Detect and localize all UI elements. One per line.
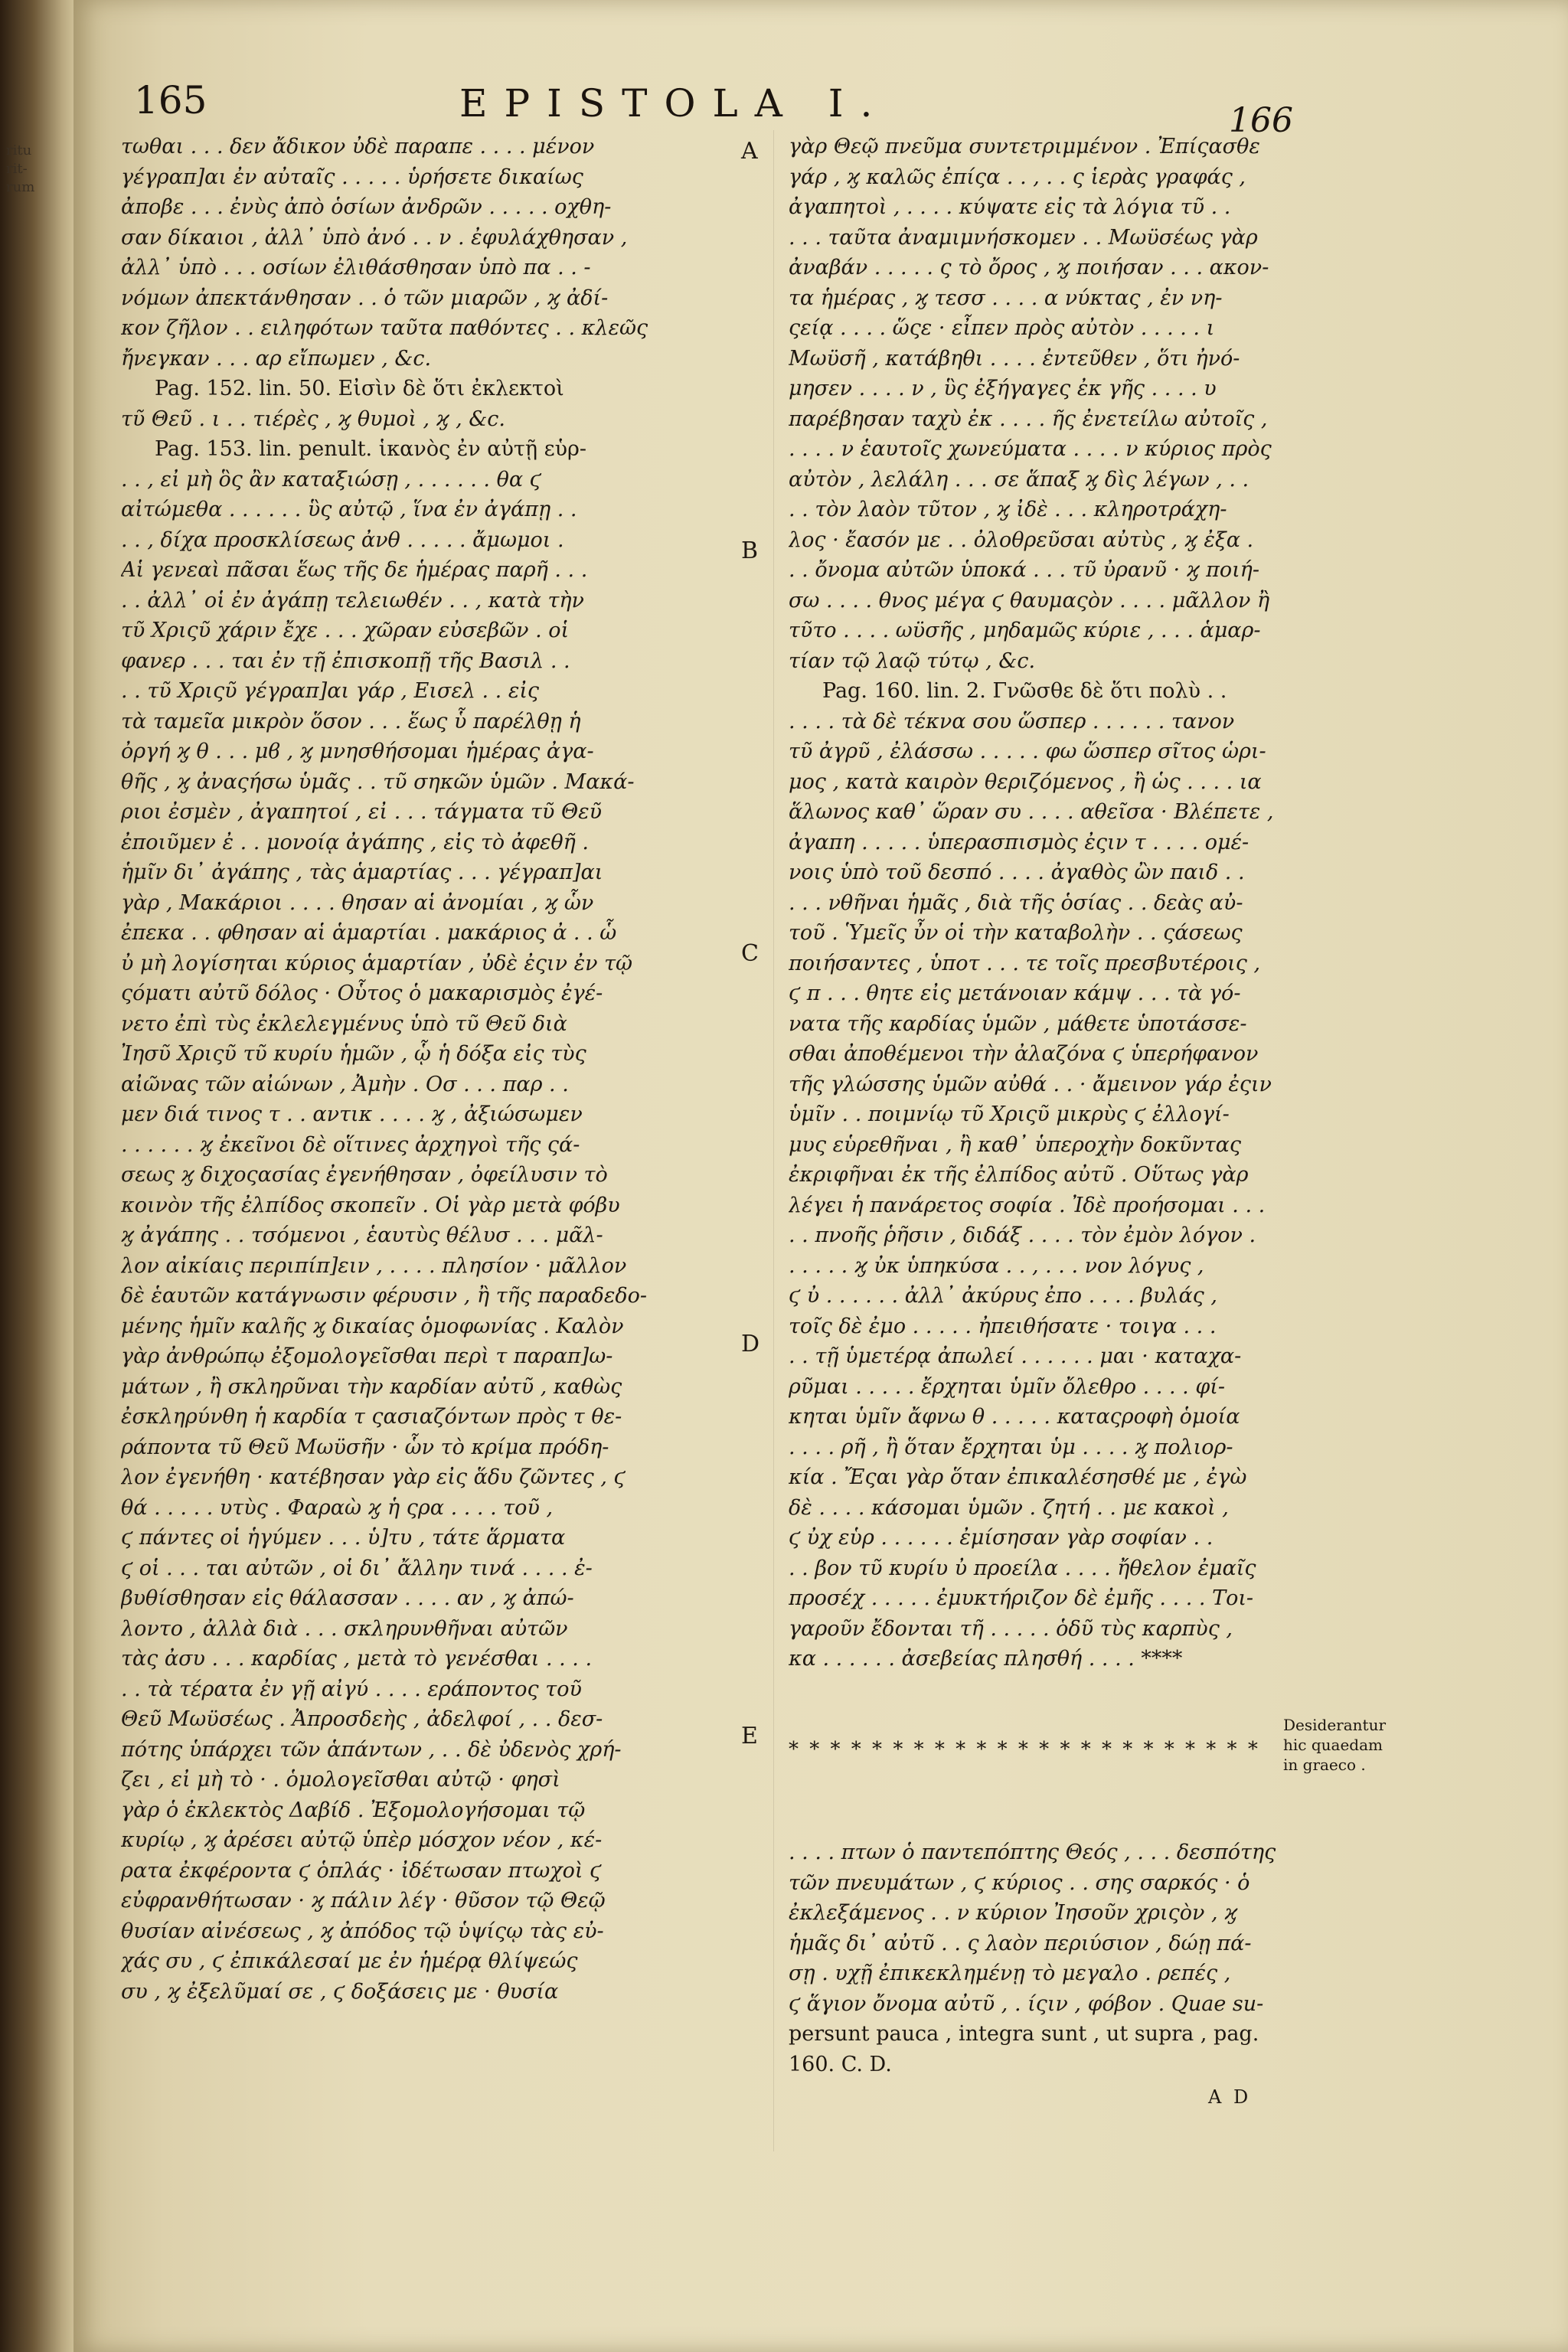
text-line: ςείᾳ . . . . ὥςε · εἶπεν πρὸς αὐτὸν . . . . . ι: [789, 316, 1215, 340]
text-line: . . . . τὰ δὲ τέκνα σου ὥσπερ . . . . . . τανον: [789, 709, 1235, 733]
text-line: νόμων ἀπεκτάνθησαν . . ὁ τῶν μιαρῶν , ϗ ἀδί-: [121, 286, 609, 310]
text-line: τῆς γλώσσης ὑμῶν αὐθά . . · ἄμεινον γάρ ἐςιν: [789, 1072, 1272, 1096]
text-line: συ , ϗ ἐξελῦμαί σε , ϛ δοξάσεις με · θυσία: [121, 1979, 559, 2004]
text-line: εὐφρανθήτωσαν · ϗ πάλιν λέγ · θῦσον τῷ Θεῷ: [121, 1889, 606, 1913]
column-divider: [773, 130, 774, 2151]
text-line: κον ζῆλον . . ειληφότων ταῦτα παθόντες . . κλεῶς: [121, 316, 648, 340]
text-line: τὰ ταμεῖα μικρὸν ὅσον . . . ἕως ὗ παρέλθῃ ἡ: [121, 709, 581, 733]
margin-marker-c: C: [741, 940, 759, 967]
text-line: . . . . ν ἑαυτοῖς χωνεύματα . . . . ν κύριος πρὸς: [789, 437, 1272, 461]
text-line: μεν διά τινος τ . . αντικ . . . . ϗ , ἀξιώσωμεν: [121, 1102, 583, 1126]
text-line: ἡμᾶς δι᾽ αὐτῦ . . ς λαὸν περιύσιον , δώῃ πά-: [789, 1931, 1252, 1955]
text-line: . . . . πτων ὁ παντεπόπτης Θεός , . . . δεσπότης: [789, 1841, 1276, 1864]
text-line: ϗ ἀγάπης . . τσόμενοι , ἑαυτὺς θέλυσ . . . μᾶλ-: [121, 1223, 603, 1247]
text-line: . . , εἰ μὴ ὃς ἂν καταξιώσῃ , . . . . . . θα ϛ: [121, 467, 541, 492]
text-line: τωθαι . . . δεν ἄδικον ὐδὲ παραπε . . . . μένον: [121, 135, 595, 158]
text-line: Μωϋσῆ , κατάβηθι . . . . ἐντεῦθεν , ὅτι ἠνό-: [789, 346, 1240, 371]
text-line: . . τῦ Χριςῦ γέγραπ]αι γάρ , Εισελ . . εἰς: [121, 679, 540, 703]
text-line: γέγραπ]αι ἐν αὐταῖς . . . . . ὑρήσετε δικαίως: [121, 165, 583, 189]
text-line: βυθίσθησαν εἰς θάλασσαν . . . . αν , ϗ ἀπώ-: [121, 1586, 574, 1610]
spine-fragment: rum: [6, 179, 35, 195]
text-line: ϛ πάντες οἱ ἡγύμεν . . . ὑ]τυ , τάτε ἅρματα: [121, 1526, 566, 1550]
text-line: ἐσκληρύνθη ἡ καρδία τ ςασιαζόντων πρὸς τ θε-: [121, 1405, 622, 1429]
text-line: . . . . ρῆ , ἢ ὅταν ἔρχηται ὑμ . . . . ϗ πολιορ-: [789, 1435, 1233, 1459]
text-line: τῦ ἀγρῦ , ἐλάσσω . . . . . φω ὥσπερ σῖτος ὡρι-: [789, 740, 1266, 763]
text-line: μένης ἡμῖν καλῆς ϗ δικαίας ὁμοφωνίας . Καλὸν: [121, 1314, 624, 1338]
text-line: ἐκριφῆναι ἐκ τῆς ἐλπίδος αὐτῦ . Οὕτως γὰρ: [789, 1163, 1249, 1187]
text-line: νετο ἐπὶ τὺς ἐκλελεγμένυς ὑπὸ τῦ Θεῦ διὰ: [121, 1011, 567, 1036]
text-line: σαν δίκαιοι , ἀλλ᾽ ὑπὸ ἀνό . . ν . ἐφυλάχθησαν ,: [121, 225, 628, 250]
book-spine: [0, 0, 74, 2352]
page-header: [0, 70, 1568, 140]
text-line: . . . ταῦτα ἀναμιμνήσκομεν . . Μωϋσέως γὰρ: [789, 225, 1258, 250]
text-line: . . τὰ τέρατα ἐν γῇ αἰγύ . . . . εράποντος τοῦ: [121, 1677, 582, 1701]
text-line: ἀγαπη . . . . . ὑπερασπισμὸς ἐςιν τ . . . . ομέ-: [789, 830, 1250, 854]
text-line: σθαι ἀποθέμενοι τὴν ἀλαζόνα ϛ ὑπερήφανον: [789, 1042, 1259, 1066]
text-line: νοις ὑπὸ τοῦ δεσπό . . . . ἀγαθὸς ὢν παιδ . .: [789, 861, 1245, 884]
text-line: ὀργή ϗ θ . . . μϐ , ϗ μνησθήσομαι ἡμέρας ἀγα-: [121, 740, 594, 763]
text-line: ϛ ὐχ εὑρ . . . . . . ἐμίσησαν γὰρ σοφίαν . .: [789, 1526, 1214, 1550]
text-line: ἀγαπητοὶ , . . . . κύψατε εἰς τὰ λόγια τῦ . .: [789, 195, 1231, 219]
page-number-left: 165: [134, 78, 207, 122]
text-line: μησεν . . . . ν , ὓς ἐξήγαγες ἐκ γῆς . . . . υ: [789, 377, 1217, 400]
text-line: persunt pauca , integra sunt , ut supra , pag.: [789, 2022, 1259, 2046]
text-line: ϛ π . . . θητε εἰς μετάνοιαν κάμψ . . . τὰ γό-: [789, 982, 1241, 1005]
text-line: δὲ ἑαυτῶν κατάγνωσιν φέρυσιν , ἢ τῆς παραδεδο-: [121, 1284, 647, 1308]
text-line: μυς εὑρεθῆναι , ἢ καθ᾽ ὑπεροχὴν δοκῦντας: [789, 1132, 1242, 1157]
text-line: σεως ϗ διχοςασίας ἐγενήθησαν , ὀφείλυσιν τὸ: [121, 1163, 608, 1187]
text-line: σω . . . . θνος μέγα ϛ θαυμαςὸν . . . . μᾶλλον ἢ: [789, 588, 1270, 612]
margin-marker-a: A: [741, 138, 758, 165]
text-line: χάς συ , ϛ ἐπικάλεσαί με ἐν ἡμέρᾳ θλίψεώς: [121, 1949, 578, 1973]
lacuna-asterisks: * * * * * * * * * * * * * * * * * * * * * * *: [789, 1738, 1260, 1761]
margin-marker-d: D: [741, 1331, 760, 1357]
text-line: ἀναβάν . . . . . ς τὸ ὄρος , ϗ ποιήσαν . . . ακον-: [789, 256, 1269, 279]
text-line: κηται ὑμῖν ἄφνω θ . . . . . καταςροφὴ ὁμοία: [789, 1405, 1240, 1429]
text-line: ποιήσαντες , ὑποτ . . . τε τοῖς πρεσβυτέροις ,: [789, 951, 1261, 975]
text-line: αἰῶνας τῶν αἰώνων , Ἀμὴν . Οσ . . . παρ . .: [121, 1072, 569, 1096]
text-line: λοντο , ἀλλὰ διὰ . . . σκληρυνθῆναι αὐτῶν: [121, 1616, 568, 1641]
text-line: τῦ Θεῦ . ι . . τιέρὲς , ϗ θυμοὶ , ϗ , &c.: [121, 407, 506, 431]
text-line: . . πνοῆς ῥῆσιν , διδάξ . . . . τὸν ἐμὸν λόγον .: [789, 1223, 1256, 1247]
text-line: ἐποιῦμεν ἐ . . μονοίᾳ ἀγάπης , εἰς τὸ ἀφεθῆ .: [121, 830, 589, 854]
text-line: λον αἰκίαις περιπίπ]ειν , . . . . πλησίον · μᾶλλον: [121, 1253, 627, 1278]
text-line: ράποντα τῦ Θεῦ Μωϋσῆν · ὧν τὸ κρίμα πρόδη-: [121, 1435, 609, 1459]
text-line: αἰτώμεθα . . . . . . ὓς αὐτῷ , ἵνα ἐν ἀγάπῃ . .: [121, 498, 577, 521]
text-line: . . . . . . ϗ ἐκεῖνοι δὲ οἵτινες ἀρχηγοὶ τῆς ςά-: [121, 1132, 580, 1157]
text-line: νατα τῆς καρδίας ὑμῶν , μάθετε ὑποτάσσε-: [789, 1011, 1247, 1036]
text-line: κοινὸν τῆς ἐλπίδος σκοπεῖν . Οἱ γὰρ μετὰ φόβυ: [121, 1193, 620, 1217]
left-column: [121, 132, 760, 2007]
spine-fragment: rit-: [6, 161, 28, 177]
text-line: ἤνεγκαν . . . αρ εἴπωμεν , &c.: [121, 346, 432, 371]
text-line: ἐκλεξάμενος . . ν κύριον Ἰησοῦν χριςὸν , ϗ: [789, 1901, 1237, 1925]
text-line: . . ἀλλ᾽ οἱ ἐν ἀγάπῃ τελειωθέν . . , κατὰ τὴν: [121, 588, 584, 612]
text-line: ἐπεκα . . φθησαν αἱ ἁμαρτίαι . μακάριος ἀ . . ὧ: [121, 921, 617, 945]
text-line: ϛ ὐ . . . . . . ἀλλ᾽ ἀκύρυς ἐπο . . . . βυλάς ,: [789, 1284, 1217, 1308]
text-line: ζει , εἰ μὴ τὸ · . ὁμολογεῖσθαι αὐτῷ · φησὶ: [121, 1768, 560, 1792]
text-line: γαροῦν ἔδονται τῆ . . . . . ὁδῦ τὺς καρπὺς ,: [789, 1616, 1233, 1641]
text-line: τοῖς δὲ ἐμο . . . . . ἠπειθήσατε · τοιγα . . .: [789, 1314, 1217, 1338]
text-line: τῶν πνευμάτων , ϛ κύριος . . σης σαρκός · ὁ: [789, 1870, 1250, 1895]
text-line: . . . νθῆναι ἡμᾶς , διὰ τῆς ὁσίας . . δεὰς αὐ-: [789, 890, 1243, 915]
page-number-right: 166: [1229, 101, 1293, 140]
text-line: ὐ μὴ λογίσηται κύριος ἁμαρτίαν , ὐδὲ ἐςιν ἐν τῷ: [121, 951, 633, 975]
text-line: φανερ . . . ται ἐν τῇ ἐπισκοπῇ τῆς Βασιλ . .: [121, 648, 570, 673]
right-column: [789, 132, 1321, 1674]
text-line: τα ἡμέρας , ϗ τεσσ . . . . α νύκτας , ἐν νη-: [789, 286, 1223, 310]
text-line: τῦτο . . . . ωϋσῆς , μηδαμῶς κύριε , . . . ἁμαρ-: [789, 619, 1261, 642]
text-line: μάτων , ἢ σκληρῦναι τὴν καρδίαν αὐτῦ , καθὼς: [121, 1374, 622, 1399]
text-line: κα . . . . . . ἀσεβείας πλησθή . . . . ****: [789, 1647, 1183, 1671]
text-line: Pag. 152. lin. 50. Εἰσὶν δὲ ὅτι ἐκλεκτοὶ: [155, 377, 564, 400]
text-line: τίαν τῷ λαῷ τύτῳ , &c.: [789, 648, 1036, 673]
text-line: λέγει ἡ πανάρετος σοφία . Ἰδὲ προήσομαι . . .: [789, 1193, 1266, 1217]
text-line: . . . . . ϗ ὐκ ὑπηκύσα . . , . . . νον λόγυς ,: [789, 1253, 1204, 1278]
text-line: ἅλωνος καθ᾽ ὥραν συ . . . . αθεῖσα · Βλέπετε ,: [789, 800, 1274, 824]
text-line: θυσίαν αἰνέσεως , ϗ ἀπόδος τῷ ὑψίςῳ τὰς εὐ-: [121, 1919, 604, 1943]
text-line: κυρίῳ , ϗ ἀρέσει αὐτῷ ὑπὲρ μόσχον νέον , κέ-: [121, 1828, 603, 1852]
text-line: 160. C. D.: [789, 2052, 892, 2076]
text-line: . . τὸν λαὸν τῦτον , ϗ ἰδὲ . . . κληροτράχη-: [789, 498, 1227, 521]
text-line: ϛ ἅγιον ὄνομα αὐτῦ , . ίςιν , φόβον . Quae su-: [789, 1991, 1264, 2016]
marginal-note: Desiderantur hic quaedam in graeco .: [1283, 1716, 1387, 1774]
text-line: σῃ . υχῇ ἐπικεκλημένῃ τὸ μεγαλο . ρεπές ,: [789, 1962, 1231, 1985]
text-line: γὰρ , Μακάριοι . . . . θησαν αἱ ἀνομίαι , ϗ ὧν: [121, 890, 594, 915]
text-line: . . ὄνομα αὐτῶν ὑποκά . . . τῦ ὐρανῦ · ϗ ποιή-: [789, 558, 1259, 582]
text-line: πότης ὑπάρχει τῶν ἁπάντων , . . δὲ ὐδενὸς χρή-: [121, 1737, 622, 1762]
text-line: Αἱ γενεαὶ πᾶσαι ἕως τῆς δε ἡμέρας παρῆ . . .: [121, 558, 588, 582]
text-line: παρέβησαν ταχὺ ἐκ . . . . ῆς ἐνετείλω αὐτοῖς ,: [789, 407, 1268, 431]
text-line: ρῦμαι . . . . . ἔρχηται ὑμῖν ὄλεθρο . . . . φί-: [789, 1374, 1225, 1399]
text-line: αὐτὸν , λελάλη . . . σε ἅπαξ ϗ δὶς λέγων , . .: [789, 467, 1250, 492]
text-line: θῆς , ϗ ἀναςήσω ὑμᾶς . . τῦ σηκῶν ὑμῶν . Μακά-: [121, 769, 635, 794]
text-line: προσέχ . . . . . ἐμυκτήριζον δὲ ἐμῆς . . . . Τοι-: [789, 1586, 1254, 1610]
text-line: λον ἐγενήθη · κατέβησαν γὰρ εἰς ἅδυ ζῶντες , ϛ: [121, 1465, 626, 1489]
text-line: γὰρ Θεῷ πνεῦμα συντετριμμένον . Ἐπίςασθε: [789, 135, 1260, 158]
text-line: τὰς ἀσυ . . . καρδίας , μετὰ τὸ γενέσθαι . . . .: [121, 1647, 593, 1671]
text-line: . . βον τῦ κυρίυ ὐ προείλα . . . . ἤθελον ἐμαῖς: [789, 1556, 1256, 1580]
text-line: ριοι ἐσμὲν , ἀγαπητοί , εἰ . . . τάγματα τῦ Θεῦ: [121, 800, 603, 824]
text-line: λος · ἔασόν με . . ὀλοθρεῦσαι αὐτὺς , ϗ ἐξα .: [789, 528, 1254, 552]
text-line: κία . Ἔςαι γὰρ ὅταν ἐπικαλέσησθέ με , ἐγὼ: [789, 1465, 1247, 1489]
text-line: Pag. 160. lin. 2. Γνῶσθε δὲ ὅτι πολὺ . .: [822, 679, 1227, 703]
text-line: τοῦ . Ὑμεῖς ὖν οἱ τὴν καταβολὴν . . ςάσεως: [789, 921, 1243, 945]
text-line: ςόματι αὐτῦ δόλος · Οὗτος ὁ μακαρισμὸς ἐγέ-: [121, 982, 603, 1005]
catchword: A D: [1208, 2086, 1252, 2108]
text-line: Ἰησῦ Χριςῦ τῦ κυρίυ ἡμῶν , ᾧ ἡ δόξα εἰς τὺς: [121, 1042, 586, 1066]
text-line: ϛ οἱ . . . ται αὐτῶν , οἱ δι᾽ ἄλλην τινά . . . . ἐ-: [121, 1556, 593, 1580]
running-title: EPISTOLA I.: [459, 81, 890, 126]
text-line: Θεῦ Μωϋσέως . Ἀπροσδεὴς , ἀδελφοί , . . δεσ-: [121, 1707, 603, 1731]
text-line: γάρ , ϗ καλῶς ἐπίςα . . , . . ς ἱερὰς γραφάς ,: [789, 165, 1246, 189]
text-line: . . τῇ ὑμετέρᾳ ἀπωλεί . . . . . . μαι · καταχα-: [789, 1344, 1242, 1368]
text-line: μος , κατὰ καιρὸν θεριζόμενος , ἢ ὡς . . . . ια: [789, 769, 1262, 794]
text-line: ἀποβε . . . ἐνὺς ἀπὸ ὁσίων ἀνδρῶν . . . . . οχθη-: [121, 195, 612, 219]
spine-fragment: ritu: [6, 142, 32, 158]
text-line: θά . . . . . υτὺς . Φαραὼ ϗ ἡ ςρα . . . . τοῦ ,: [121, 1495, 554, 1520]
text-line: ἡμῖν δι᾽ ἀγάπης , τὰς ἁμαρτίας . . . γέγραπ]αι: [121, 861, 603, 884]
text-line: δὲ . . . . κάσομαι ὑμῶν . ζητή . . με κακοὶ ,: [789, 1495, 1229, 1520]
margin-marker-e: E: [741, 1723, 758, 1749]
text-line: ρατα ἐκφέροντα ϛ ὁπλάς · ἰδέτωσαν πτωχοὶ ϛ: [121, 1858, 602, 1883]
text-line: ὑμῖν . . ποιμνίῳ τῦ Χριςῦ μικρὺς ϛ ἐλλογί-: [789, 1102, 1230, 1126]
text-line: τῦ Χριςῦ χάριν ἔχε . . . χῶραν εὐσεβῶν . οἱ: [121, 619, 570, 642]
text-line: Pag. 153. lin. penult. ἱκανὸς ἐν αὐτῇ εὑρ-: [155, 437, 587, 461]
text-line: ἀλλ᾽ ὑπὸ . . . οσίων ἐλιθάσθησαν ὑπὸ πα . . -: [121, 256, 591, 279]
text-line: γὰρ ἀνθρώπῳ ἐξομολογεῖσθαι περὶ τ παραπ]ω-: [121, 1344, 613, 1368]
text-line: γὰρ ὁ ἐκλεκτὸς Δαβίδ . Ἐξομολογήσομαι τῷ: [121, 1798, 586, 1822]
margin-marker-b: B: [741, 537, 759, 564]
right-column-continuation: [789, 1838, 1321, 2079]
text-line: . . , δίχα προσκλίσεως ἀνθ . . . . . ἄμωμοι .: [121, 528, 564, 552]
